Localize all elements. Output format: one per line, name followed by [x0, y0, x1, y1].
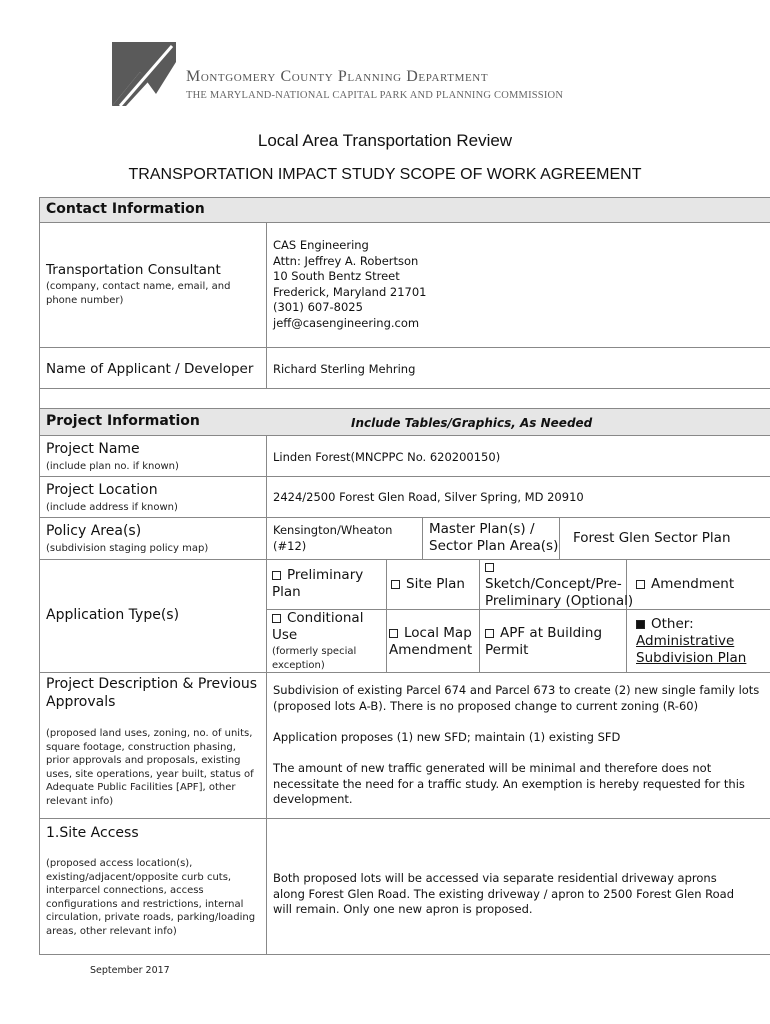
project-description-label: [46, 675, 257, 711]
hint-line: (proposed land uses, zoning, no. of units,: [46, 728, 253, 739]
divider: [39, 222, 770, 223]
apptype-conditional-hint: [272, 645, 356, 672]
apptype-label: Other:: [651, 616, 694, 632]
project-section-note: Include Tables/Graphics, As Needed: [351, 416, 593, 430]
divider: [39, 388, 770, 389]
checkbox-unchecked[interactable]: [272, 571, 281, 580]
site-access-value: [273, 871, 734, 918]
apptype-label: Amendment: [389, 642, 473, 658]
apptype-preliminary[interactable]: [272, 567, 363, 601]
application-type-label: Application Type(s): [46, 607, 180, 623]
divider: [39, 559, 770, 560]
hint-line: configurations and restrictions, internal: [46, 898, 244, 910]
site-access-line: along Forest Glen Road. The existing driveway / apron to 2500 Forest Glen Road: [273, 886, 735, 901]
apptype-other-value: Administrative: [636, 633, 735, 649]
project-location-hint: (include address if known): [46, 502, 178, 513]
divider: [422, 517, 423, 559]
hint-line: (proposed access location(s),: [46, 858, 193, 869]
project-name-label: Project Name: [46, 441, 140, 457]
checkbox-unchecked[interactable]: [391, 580, 400, 589]
consultant-value: [273, 238, 427, 331]
description-line: necessitate the need for a traffic study. An exemption is hereby requested for this: [273, 776, 745, 791]
apptype-conditional-use[interactable]: [272, 610, 363, 644]
apptype-label: Preliminary: [287, 567, 364, 583]
apptype-label: Preliminary (Optional): [485, 593, 634, 609]
divider: [39, 408, 770, 409]
hint-line: circulation, private roads, parking/loading: [46, 912, 256, 923]
project-section-title: Project Information: [46, 413, 200, 429]
consultant-line: 10 South Bentz Street: [273, 269, 400, 283]
project-description-p1: [273, 683, 759, 714]
divider: [559, 517, 560, 559]
apptype-label: Local Map: [404, 625, 472, 641]
checkbox-unchecked[interactable]: [389, 629, 398, 638]
apptype-apf[interactable]: [485, 625, 602, 659]
divider: [39, 347, 770, 348]
hint-line: interparcel connections, access: [46, 885, 204, 896]
divider: [266, 435, 267, 955]
policy-area-value-line: Kensington/Wheaton: [273, 523, 393, 537]
site-access-line: will remain. Only one new apron is proposed.: [273, 902, 533, 916]
project-description-p2: Application proposes (1) new SFD; maintain (1) existing SFD: [273, 730, 621, 744]
checkbox-unchecked[interactable]: [272, 614, 281, 623]
hint-line: prior approvals and proposals, existing: [46, 755, 241, 766]
consultant-line: Frederick, Maryland 21701: [273, 284, 427, 299]
project-description-p3: [273, 761, 745, 808]
checkbox-checked[interactable]: [636, 620, 645, 629]
policy-area-label: Policy Area(s): [46, 523, 142, 539]
consultant-line: (301) 607-8025: [273, 300, 363, 314]
master-plan-label: [429, 521, 558, 555]
apptype-label: Plan: [272, 584, 301, 600]
project-description-hint: [46, 727, 254, 808]
apptype-label: Amendment: [651, 576, 735, 592]
policy-area-value-line: (#12): [273, 538, 307, 553]
description-line: The amount of new traffic generated will be minimal and therefore does not: [273, 761, 712, 775]
description-line: development.: [273, 792, 353, 806]
site-access-label: 1.Site Access: [46, 825, 139, 841]
divider: [39, 818, 770, 819]
divider: [39, 476, 770, 477]
project-name-value: Linden Forest(MNCPPC No. 620200150): [273, 450, 501, 464]
page-subtitle: TRANSPORTATION IMPACT STUDY SCOPE OF WORK AGREEMENT: [128, 166, 642, 183]
consultant-line: jeff@casengineering.com: [273, 315, 420, 330]
consultant-line: CAS Engineering: [273, 238, 369, 252]
hint-line: existing/adjacent/opposite curb cuts,: [46, 871, 232, 883]
master-plan-label-line: Sector Plan Area(s): [429, 538, 559, 554]
hint-line: square footage, construction phasing,: [46, 741, 236, 753]
apptype-label: Conditional: [287, 610, 364, 626]
org-name: Montgomery County Planning Department: [186, 68, 489, 85]
policy-area-value: [273, 523, 392, 554]
apptype-site-plan[interactable]: [391, 576, 465, 593]
hint-line: areas, other relevant info): [46, 925, 177, 937]
footer-date: September 2017: [90, 965, 170, 976]
hint-line: Adequate Public Facilities [APF], other: [46, 782, 236, 793]
description-label-line: Project Description & Previous: [46, 676, 258, 692]
description-label-line: Approvals: [46, 694, 116, 710]
apptype-hint-line: exception): [272, 659, 325, 671]
checkbox-unchecked[interactable]: [485, 629, 494, 638]
apptype-other-value: Subdivision Plan: [636, 650, 747, 666]
org-subtitle: THE MARYLAND-NATIONAL CAPITAL PARK AND PLANNING COMMISSION: [186, 90, 564, 101]
apptype-other[interactable]: [636, 616, 746, 667]
divider: [39, 517, 770, 518]
checkbox-unchecked[interactable]: [636, 580, 645, 589]
contact-section-title: Contact Information: [46, 201, 205, 217]
description-line: Subdivision of existing Parcel 674 and Parcel 673 to create (2) new single family lots: [273, 683, 760, 697]
apptype-label: Site Plan: [406, 576, 465, 592]
hint-line: uses, site operations, year built, status of: [46, 768, 254, 780]
applicant-value: Richard Sterling Mehring: [273, 362, 416, 376]
site-access-line: Both proposed lots will be accessed via separate residential driveway aprons: [273, 871, 717, 885]
apptype-label: Use: [272, 627, 298, 643]
consultant-label: Transportation Consultant: [46, 262, 221, 278]
master-plan-label-line: Master Plan(s) /: [429, 521, 535, 537]
master-plan-value: Forest Glen Sector Plan: [573, 530, 731, 546]
page-title: Local Area Transportation Review: [257, 131, 513, 150]
description-line: (proposed lots A-B). There is no proposed change to current zoning (R-60): [273, 698, 699, 713]
apptype-label: Sketch/Concept/Pre-: [485, 576, 622, 592]
apptype-label: APF at Building: [500, 625, 603, 641]
applicant-label: Name of Applicant / Developer: [46, 361, 254, 377]
apptype-hint-line: (formerly special: [272, 646, 357, 657]
apptype-amendment[interactable]: [636, 576, 734, 593]
divider: [479, 559, 480, 672]
mncppc-logo: [112, 42, 176, 106]
project-location-value: 2424/2500 Forest Glen Road, Silver Spring, MD 20910: [273, 490, 584, 504]
divider: [386, 559, 387, 672]
divider: [39, 672, 770, 673]
apptype-label: Permit: [485, 642, 529, 658]
hint-line: relevant info): [46, 795, 114, 807]
project-location-label: Project Location: [46, 482, 158, 498]
site-access-hint: [46, 857, 255, 938]
apptype-local-map[interactable]: [389, 625, 472, 659]
checkbox-unchecked[interactable]: [485, 563, 494, 572]
consultant-line: Attn: Jeffrey A. Robertson: [273, 253, 419, 268]
project-name-hint: (include plan no. if known): [46, 461, 179, 472]
apptype-sketch[interactable]: [485, 559, 633, 610]
consultant-hint: (company, contact name, email, and phone number): [46, 281, 231, 306]
policy-area-hint: (subdivision staging policy map): [46, 543, 209, 554]
divider: [39, 435, 770, 436]
divider: [266, 222, 267, 347]
divider: [266, 347, 267, 388]
